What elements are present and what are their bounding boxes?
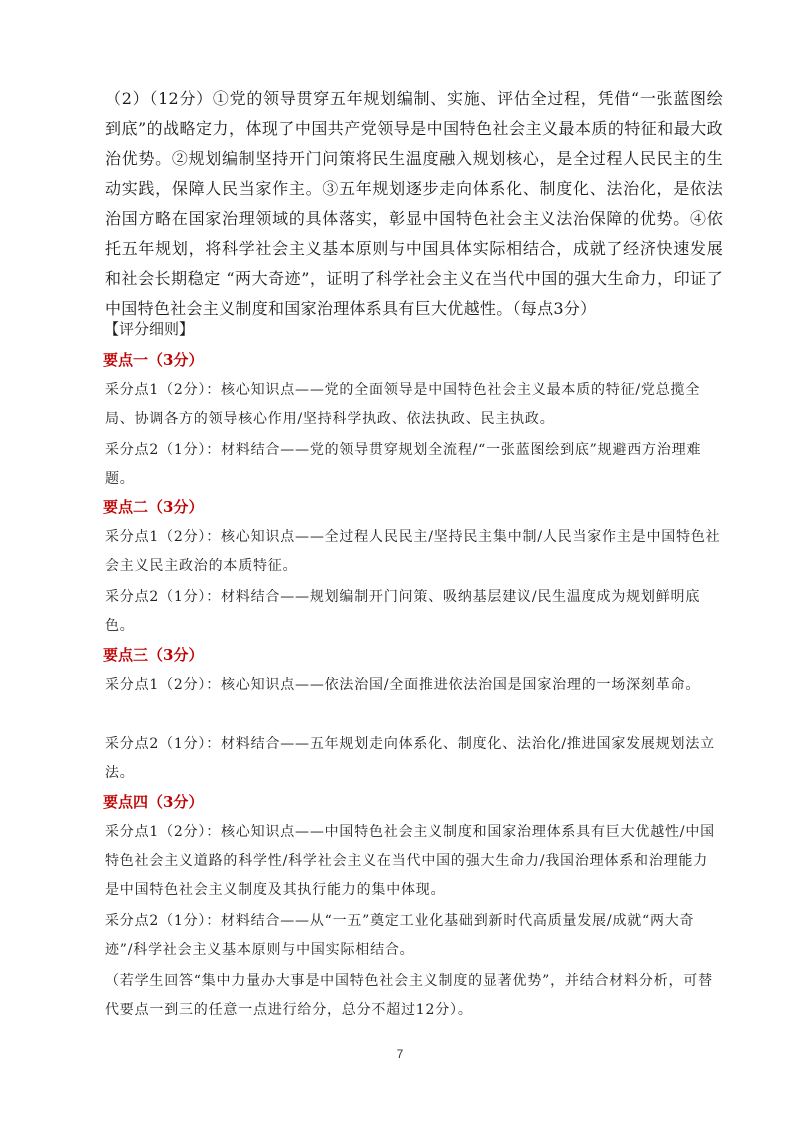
answer-paragraph: （2）（12分）①党的领导贯穿五年规划编制、实施、评估全过程，凭借“一张蓝图绘到底”的战略定力，体现了中国共产党领导是中国特色社会主义最本质的特征和最大政治优势。②规划编制坚持开门问策将民生温度融入规划核心，是全过程人民民主的生动实践，保障人民当家作主。③五年规划逐步走向体系化、制度化、法治化，是依法治国方略在国家治理领域的具体落实，彰显中国特色社会主义法治保障的优势。④依托五年规划，将科学社会主义基本原则与中国具体实际相结合，成就了经济快速发展和社会长期稳定 “两大奇迹”，证明了科学社会主义在当代中国的强大生命力，印证了中国特色社会主义制度和国家治理体系具有巨大优越性。（每点3分）	[105, 89, 723, 318]
rubric-point-heading: 要点一（3分）	[103, 351, 204, 369]
rubric-scoring-item: 采分点1（2分）：核心知识点——中国特色社会主义制度和国家治理体系具有巨大优越性/中国特色社会主义道路的科学性/科学社会主义在当代中国的强大生命力/我国治理体系和治理能力是中国特色社会主义制度及其执行能力的集中体现。	[105, 824, 715, 898]
rubric-scoring-item: 采分点2（1分）：材料结合——五年规划走向体系化、制度化、法治化/推进国家发展规划法立法。	[105, 736, 715, 781]
rubric-point-heading: 要点三（3分）	[103, 646, 204, 664]
rubric-scoring-item: 采分点1（2分）：核心知识点——党的全面领导是中国特色社会主义最本质的特征/党总揽全局、协调各方的领导核心作用/坚持科学执政、依法执政、民主执政。	[105, 382, 701, 427]
rubric-point-heading: 要点四（3分）	[103, 793, 204, 811]
rubric-note: （若学生回答“集中力量办大事是中国特色社会主义制度的显著优势”，并结合材料分析，可替代要点一到三的任意一点进行给分，总分不超过12分）。	[105, 973, 713, 1018]
rubric-scoring-item: 采分点1（2分）：核心知识点——依法治国/全面推进依法治国是国家治理的一场深刻革命。	[105, 677, 701, 693]
rubric-scoring-item: 采分点2（1分）：材料结合——规划编制开门问策、吸纳基层建议/民生温度成为规划鲜明底色。	[105, 589, 701, 634]
rubric-scoring-item: 采分点2（1分）：材料结合——从“一五”奠定工业化基础到新时代高质量发展/成就“两大奇迹”/科学社会主义基本原则与中国实际相结合。	[105, 913, 695, 958]
rubric-title: 【评分细则】	[104, 320, 195, 338]
rubric-scoring-item: 采分点1（2分）：核心知识点——全过程人民民主/坚持民主集中制/人民当家作主是中国特色社会主义民主政治的本质特征。	[105, 529, 721, 574]
page-number: 7	[396, 1047, 404, 1061]
rubric-point-heading: 要点二（3分）	[103, 498, 204, 516]
rubric-scoring-item: 采分点2（1分）：材料结合——党的领导贯穿规划全流程/“一张蓝图绘到底”规避西方治理难题。	[105, 442, 702, 487]
